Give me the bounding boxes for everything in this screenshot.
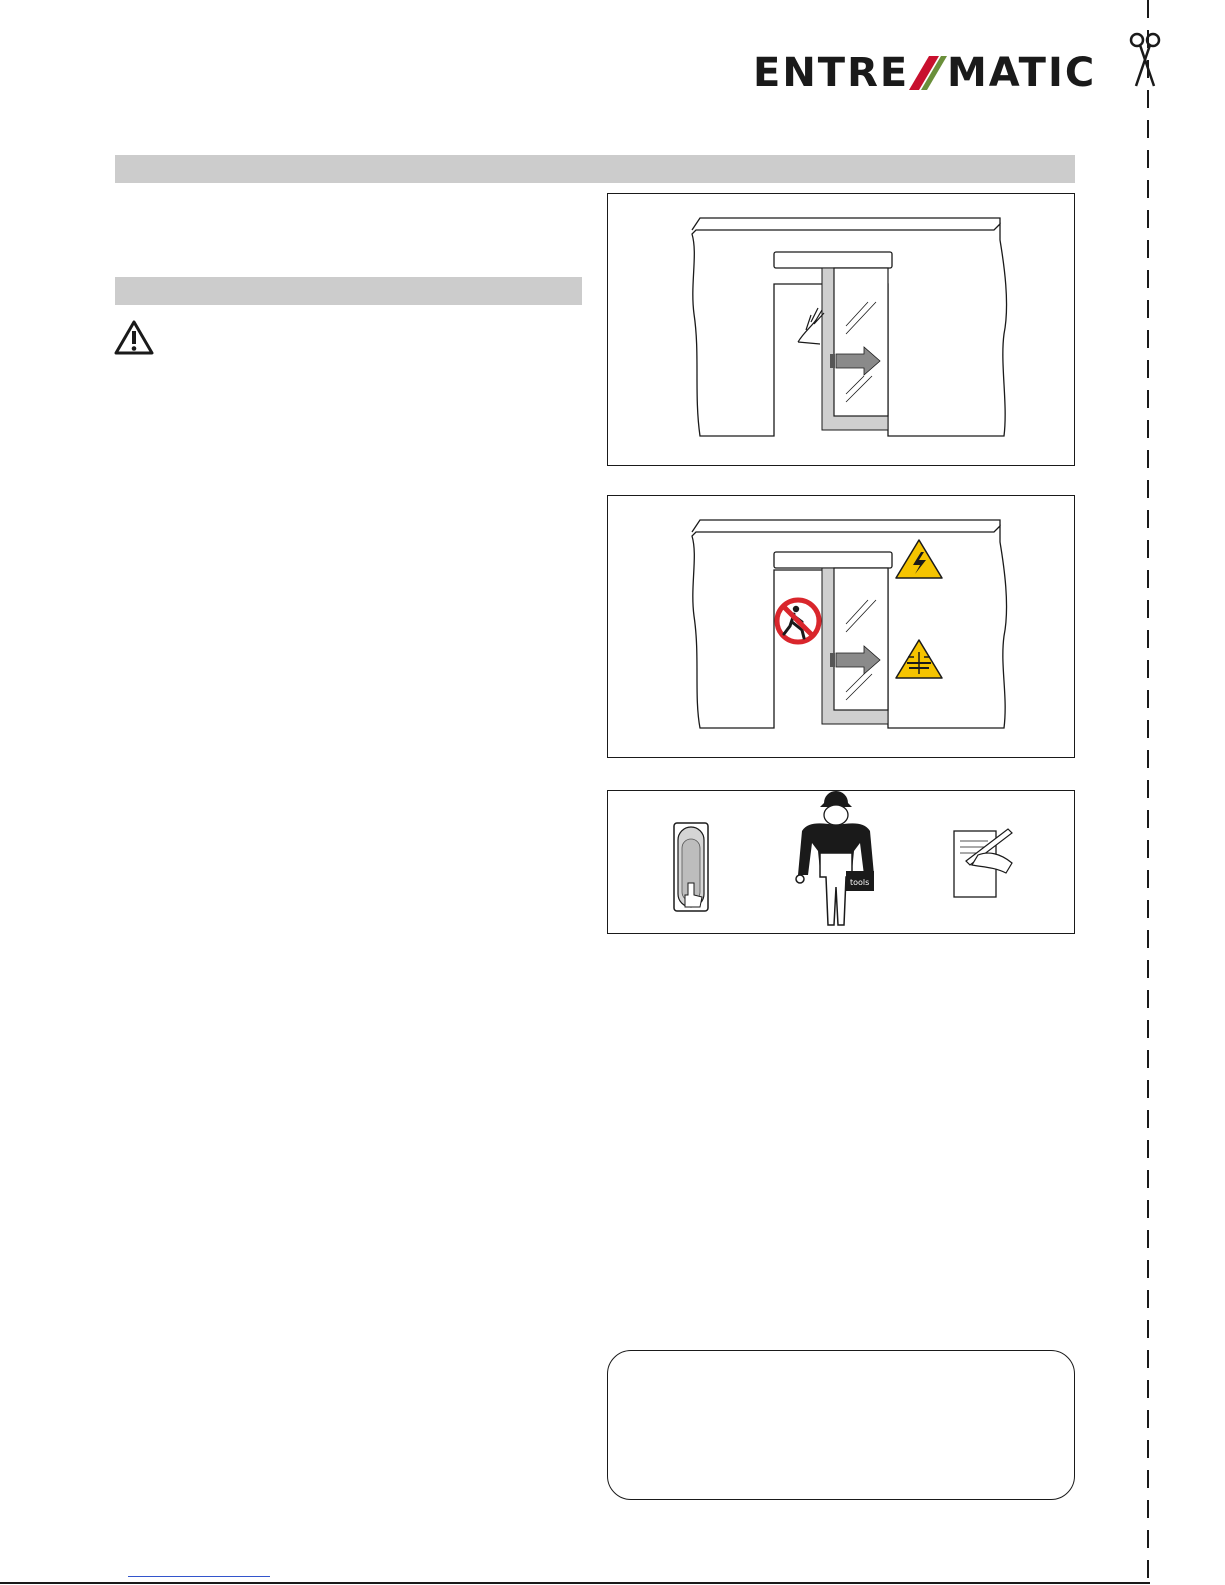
logo-text-right: MATIC — [947, 50, 1097, 96]
svg-text:tools: tools — [850, 878, 870, 887]
dashed-cut-line — [1147, 0, 1149, 1585]
figure-hand-sliding-door — [607, 193, 1075, 466]
push-button-icon — [674, 823, 708, 911]
logo-text-left: ENTRE — [753, 50, 910, 96]
crush-hazard-icon — [896, 640, 942, 678]
section-header-bar — [115, 155, 1075, 183]
warning-triangle-icon — [113, 319, 155, 356]
no-pedestrian-icon — [777, 600, 819, 642]
technician-icon — [796, 791, 874, 925]
footer-link-underline[interactable] — [128, 1576, 270, 1577]
note-box — [607, 1350, 1075, 1500]
figure-door-hazard-signs — [607, 495, 1075, 758]
entrematic-logo — [753, 50, 1097, 96]
figure-maintenance-icons — [607, 790, 1075, 934]
subsection-header-bar — [115, 277, 582, 305]
scissors-icon — [1128, 30, 1162, 90]
sign-document-icon — [954, 829, 1012, 897]
bottom-rule — [0, 1582, 1150, 1584]
electric-hazard-icon — [896, 540, 942, 578]
